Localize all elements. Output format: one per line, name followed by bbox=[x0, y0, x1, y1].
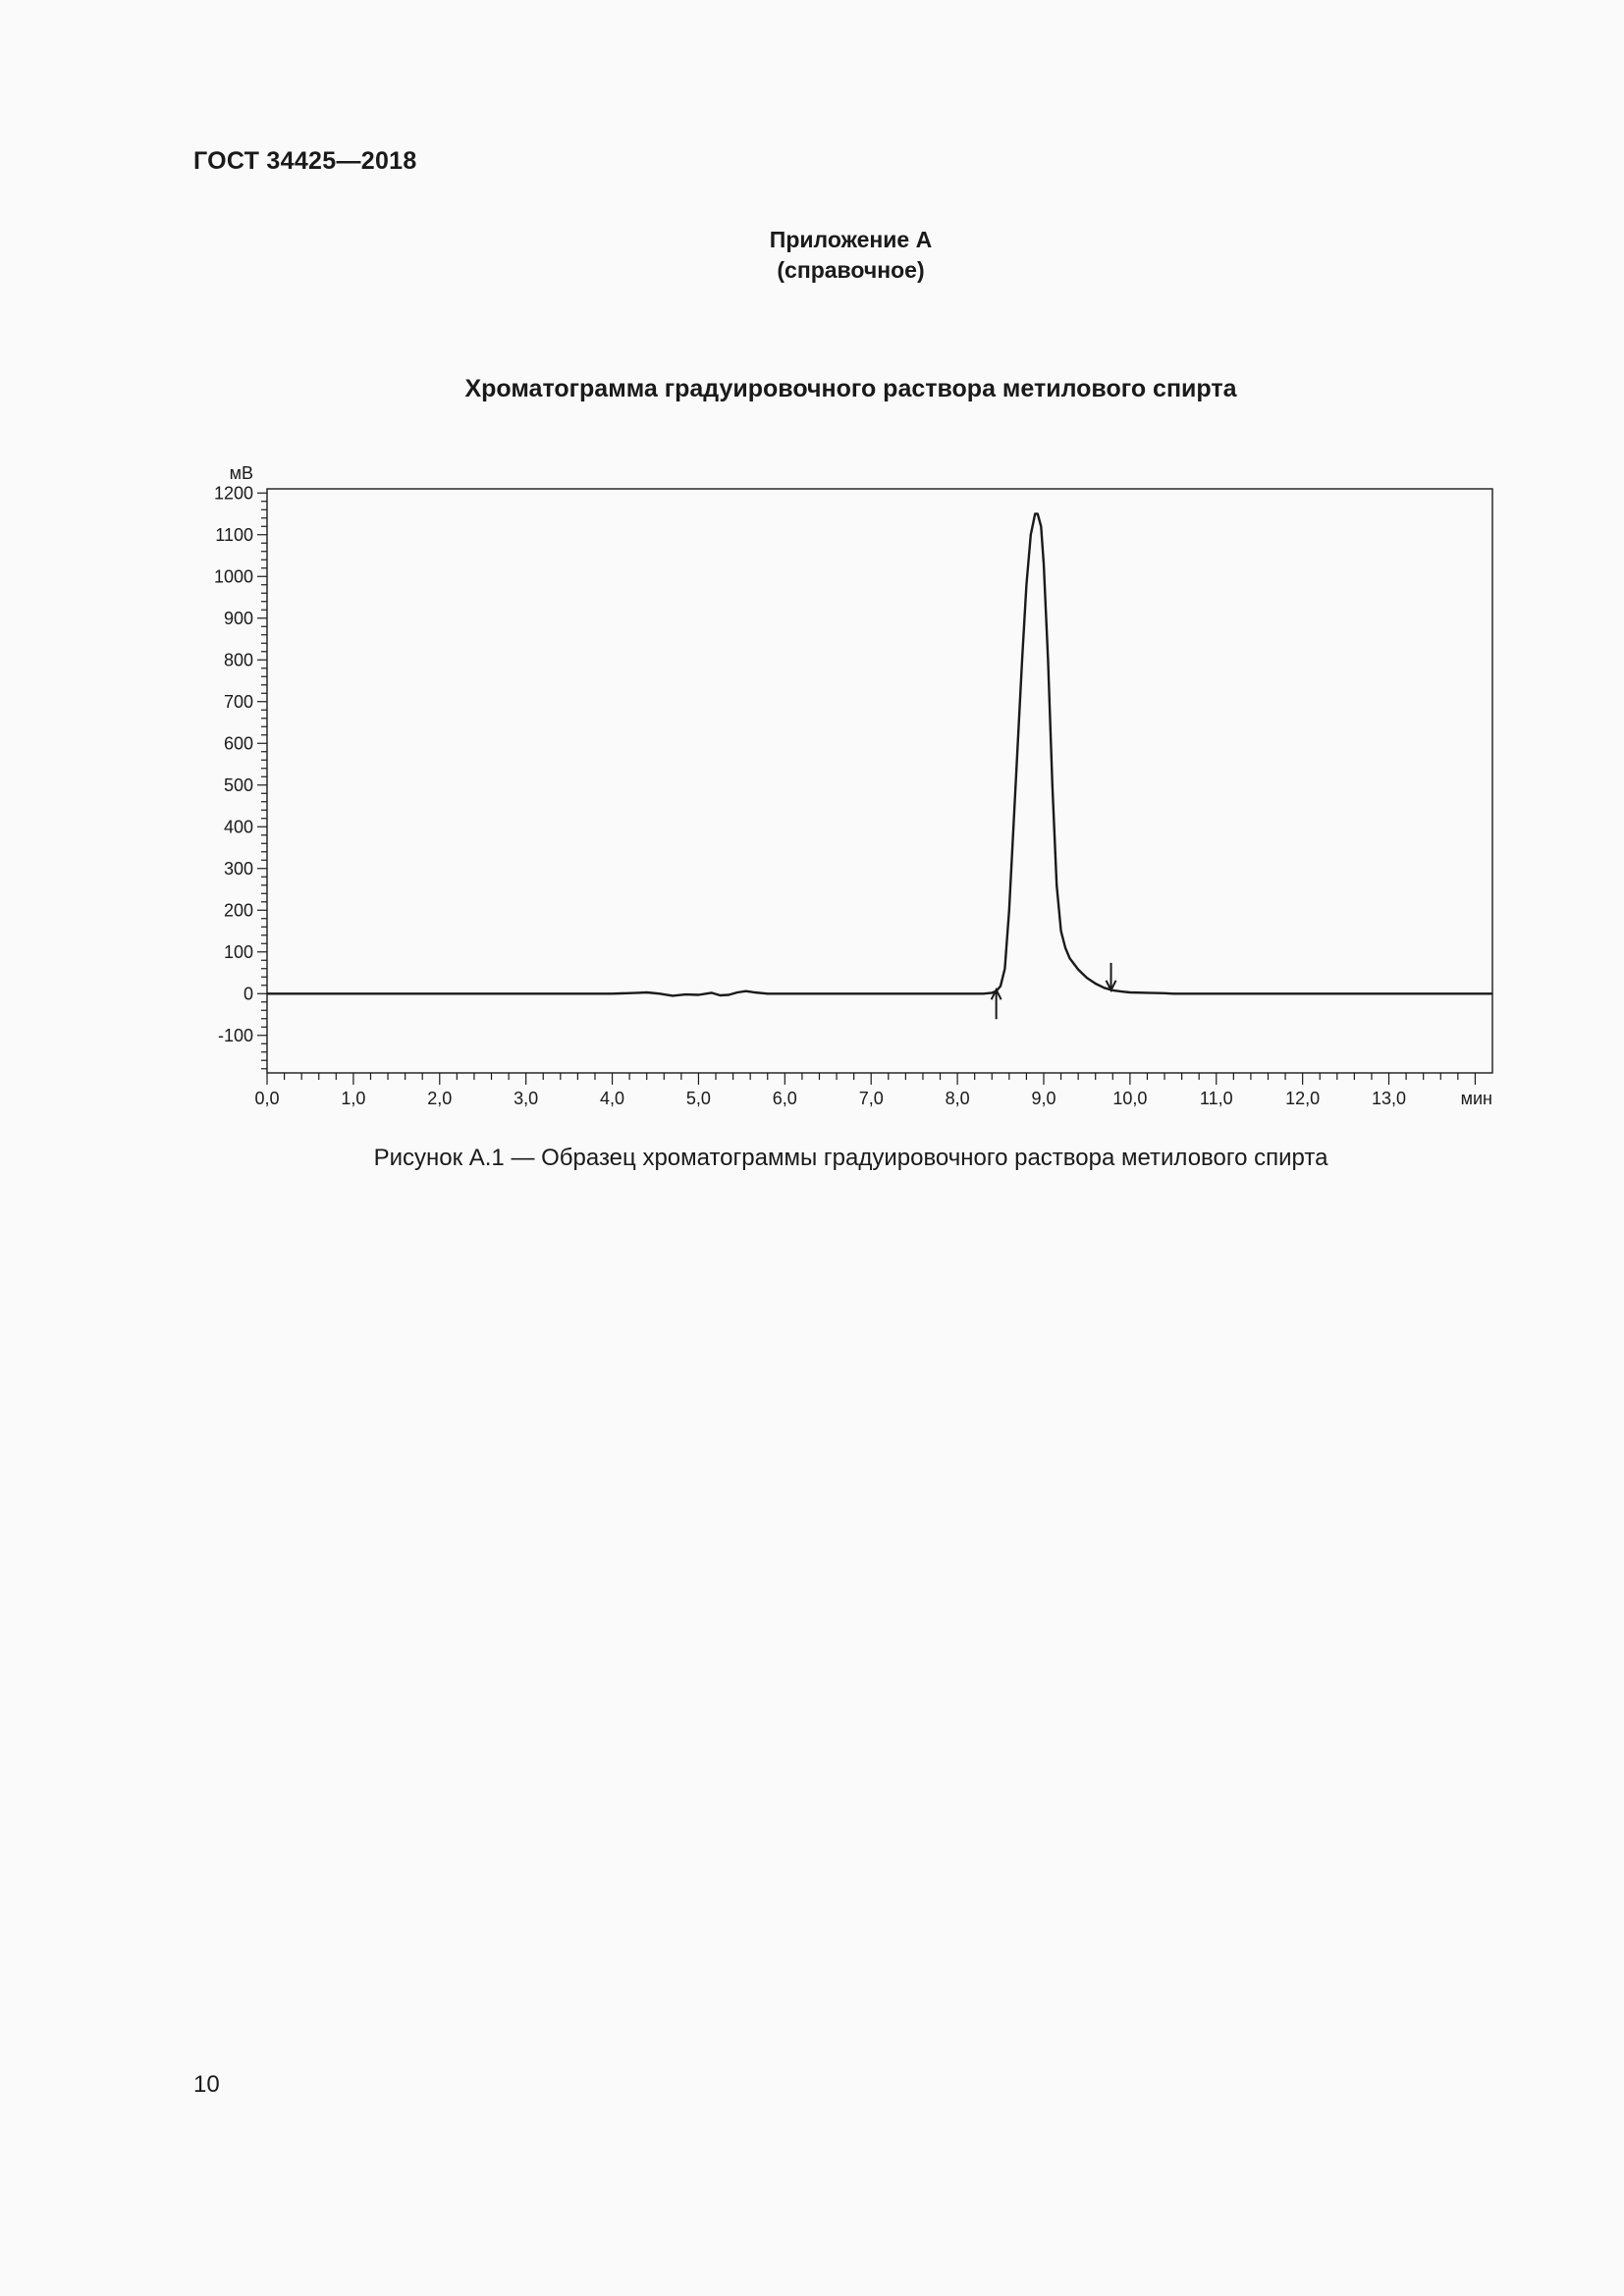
x-tick-label: 3,0 bbox=[514, 1089, 539, 1108]
x-tick-label: 11,0 bbox=[1199, 1089, 1233, 1108]
x-axis-label: мин bbox=[1460, 1089, 1492, 1108]
x-tick-label: 12,0 bbox=[1285, 1089, 1321, 1108]
x-tick-label: 1,0 bbox=[341, 1089, 366, 1108]
y-tick-label: 800 bbox=[223, 650, 253, 670]
chromatogram-line bbox=[267, 514, 1492, 996]
y-tick-label: 400 bbox=[223, 817, 253, 837]
x-tick-label: 7,0 bbox=[858, 1089, 884, 1108]
peak-start-arrow bbox=[992, 989, 1001, 1019]
x-tick-label: 6,0 bbox=[772, 1089, 797, 1108]
y-tick-label: 500 bbox=[223, 774, 253, 795]
y-tick-label: 1200 bbox=[213, 483, 253, 504]
x-tick-label: 4,0 bbox=[600, 1089, 625, 1108]
x-tick-label: 2,0 bbox=[427, 1089, 453, 1108]
x-tick-label: 10,0 bbox=[1112, 1089, 1148, 1108]
chromatogram-chart bbox=[187, 452, 1512, 1119]
y-tick-label: 1000 bbox=[213, 566, 253, 587]
x-tick-label: 9,0 bbox=[1031, 1089, 1056, 1108]
y-tick-label: 200 bbox=[223, 900, 253, 921]
standard-number: ГОСТ 34425—2018 bbox=[193, 147, 417, 175]
y-tick-label: 600 bbox=[223, 733, 253, 754]
y-tick-label: 0 bbox=[243, 984, 253, 1004]
y-tick-label: 900 bbox=[223, 608, 253, 628]
x-tick-label: 0,0 bbox=[254, 1089, 280, 1108]
y-tick-label: 100 bbox=[223, 941, 253, 962]
y-tick-label: 300 bbox=[223, 858, 253, 879]
x-tick-label: 5,0 bbox=[685, 1089, 711, 1108]
plot-frame bbox=[267, 489, 1492, 1073]
y-axis-label: мВ bbox=[229, 463, 253, 483]
peak-end-arrow bbox=[1107, 963, 1116, 990]
annex-title: Приложение А bbox=[769, 227, 933, 252]
y-tick-label: -100 bbox=[217, 1025, 253, 1045]
x-tick-label: 8,0 bbox=[945, 1089, 970, 1108]
figure-title: Хроматограмма градуировочного раствора метилового спирта bbox=[464, 375, 1237, 402]
x-tick-label: 13,0 bbox=[1372, 1089, 1407, 1108]
y-tick-label: 700 bbox=[223, 691, 253, 712]
y-tick-label: 1100 bbox=[215, 524, 253, 545]
figure-caption: Рисунок А.1 — Образец хроматограммы градуировочного раствора метилового спирта bbox=[373, 1145, 1328, 1171]
annex-subtitle: (справочное) bbox=[777, 257, 925, 283]
page-number: 10 bbox=[193, 2071, 220, 2098]
